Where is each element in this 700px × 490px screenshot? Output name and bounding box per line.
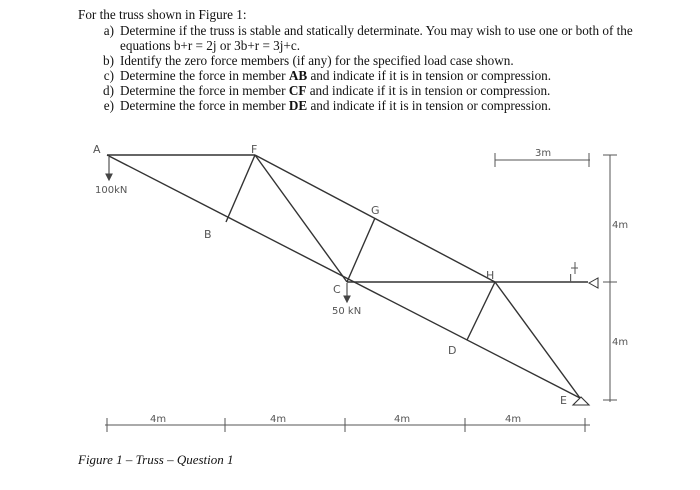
question-intro: For the truss shown in Figure 1: (78, 7, 247, 22)
part-text-after: and indicate if it is in tension or compression. (307, 68, 552, 83)
dim-label-2: 4m (270, 414, 287, 425)
part-member: AB (288, 68, 308, 83)
node-label-G: G (371, 204, 380, 217)
part-text-before: Determine the force in member (120, 98, 289, 113)
dim-label-vertical-upper: 4m (612, 220, 629, 231)
part-text-before: Determine if the truss is stable and statically determinate. You may wish to use one or both of the equations b+r = 2j or 3b+r = 3j+c. (120, 23, 633, 53)
node-label-B: B (204, 228, 212, 241)
node-labels (93, 143, 572, 407)
load-label-C: 50 kN (332, 306, 362, 317)
node-label-D: D (448, 344, 457, 357)
pin-support-E (573, 397, 589, 405)
part-letter: e) (103, 98, 114, 113)
node-label-I: I (569, 272, 573, 285)
support-markers (571, 262, 598, 405)
member-FB (226, 155, 255, 222)
load-arrows (106, 157, 350, 302)
load-arrowhead-A (106, 174, 112, 180)
dim-label-4: 4m (505, 414, 522, 425)
node-label-H: H (486, 269, 495, 282)
part-letter: a) (103, 23, 114, 38)
dim-label-1: 4m (150, 414, 167, 425)
member-HE (495, 282, 580, 398)
part-text-before: Determine the force in member (120, 83, 289, 98)
truss-members (107, 155, 588, 398)
node-label-F: F (251, 143, 258, 156)
part-text-before: Determine the force in member (120, 68, 289, 83)
member-FC (255, 155, 347, 282)
part-letter: b) (103, 53, 114, 68)
figure-caption: Figure 1 – Truss – Question 1 (78, 452, 234, 467)
part-letter: d) (103, 83, 114, 98)
load-label-A: 100kN (95, 185, 128, 196)
part-text-after: and indicate if it is in tension or compression. (306, 83, 551, 98)
part-text-before: Identify the zero force members (if any) for the specified load case shown. (120, 53, 514, 68)
roller-support-I (589, 278, 598, 288)
member-HD (467, 282, 495, 340)
node-label-A: A (93, 143, 101, 156)
part-letter: c) (103, 68, 114, 83)
dim-label-vertical-lower: 4m (612, 337, 629, 348)
node-label-E: E (560, 394, 567, 407)
member-GC (347, 218, 375, 282)
dim-label-3: 4m (394, 414, 411, 425)
load-labels (95, 185, 361, 317)
node-label-C: C (333, 283, 341, 296)
dimension-labels (150, 148, 628, 425)
part-member: DE (288, 98, 308, 113)
dim-label-top-span: 3m (535, 148, 552, 159)
load-arrowhead-C (344, 296, 350, 302)
part-member: CF (288, 83, 307, 98)
part-text-after: and indicate if it is in tension or compression. (307, 98, 552, 113)
dimension-lines (105, 153, 617, 432)
